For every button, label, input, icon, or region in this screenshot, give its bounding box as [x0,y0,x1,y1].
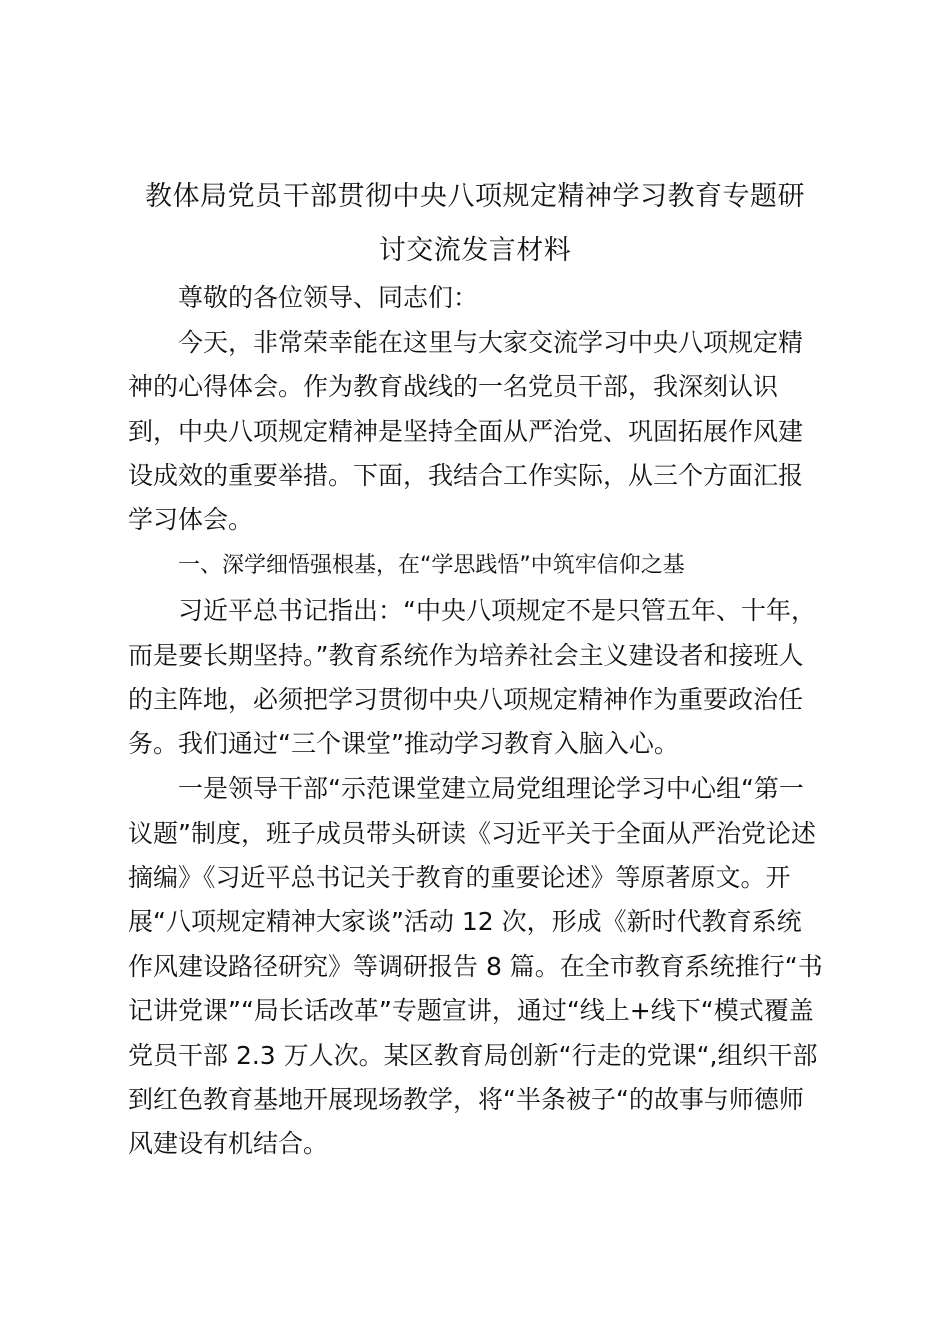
title-line-1: 教体局党员干部贯彻中央八项规定精神学习教育专题研 [145,181,805,212]
paragraph-line: 风建设有机结合。 [128,1129,329,1158]
paragraph-line: 记讲党课”“局长话改革”专题宣讲，通过“线上+线下“模式覆盖 [128,996,814,1025]
intro-line: 到，中央八项规定精神是坚持全面从严治党、巩固拓展作风建 [128,417,804,446]
intro-line: 神的心得体会。作为教育战线的一名党员干部，我深刻认识 [128,372,779,401]
section-heading-1: 一、深学细悟强根基，在“学思践悟”中筑牢信仰之基 [178,553,685,578]
salutation: 尊敬的各位领导、同志们： [178,283,479,312]
paragraph-line: 的主阵地，必须把学习贯彻中央八项规定精神作为重要政治任 [128,685,804,714]
document-title [120,170,830,278]
paragraph-line: 作风建设路径研究》等调研报告 8 篇。在全市教育系统推行“书 [128,952,823,981]
intro-line: 今天，非常荣幸能在这里与大家交流学习中央八项规定精 [178,328,804,357]
paragraph-line: 展“八项规定精神大家谈”活动 12 次，形成《新时代教育系统 [128,907,802,936]
paragraph-line: 而是要长期坚持。”教育系统作为培养社会主义建设者和接班人 [128,641,804,670]
title-line-2: 讨交流发言材料 [378,235,572,266]
intro-line: 设成效的重要举措。下面，我结合工作实际，从三个方面汇报 [128,461,804,490]
paragraph-line: 议题”制度，班子成员带头研读《习近平关于全面从严治党论述 [128,819,816,848]
paragraph-line: 摘编》《习近平总书记关于教育的重要论述》等原著原文。开 [128,863,791,892]
paragraph-line: 务。我们通过“三个课堂”推动学习教育入脑入心。 [128,729,679,758]
intro-line: 学习体会。 [128,505,254,534]
paragraph-line: 党员干部 2.3 万人次。某区教育局创新“行走的党课“,组织干部 [128,1041,818,1070]
paragraph-line: 到红色教育基地开展现场教学，将“半条被子“的故事与师德师 [128,1085,804,1114]
paragraph-line: 一是领导干部“示范课堂建立局党组理论学习中心组“第一 [178,774,804,803]
paragraph-line: 习近平总书记指出：“中央八项规定不是只管五年、十年， [178,596,816,625]
